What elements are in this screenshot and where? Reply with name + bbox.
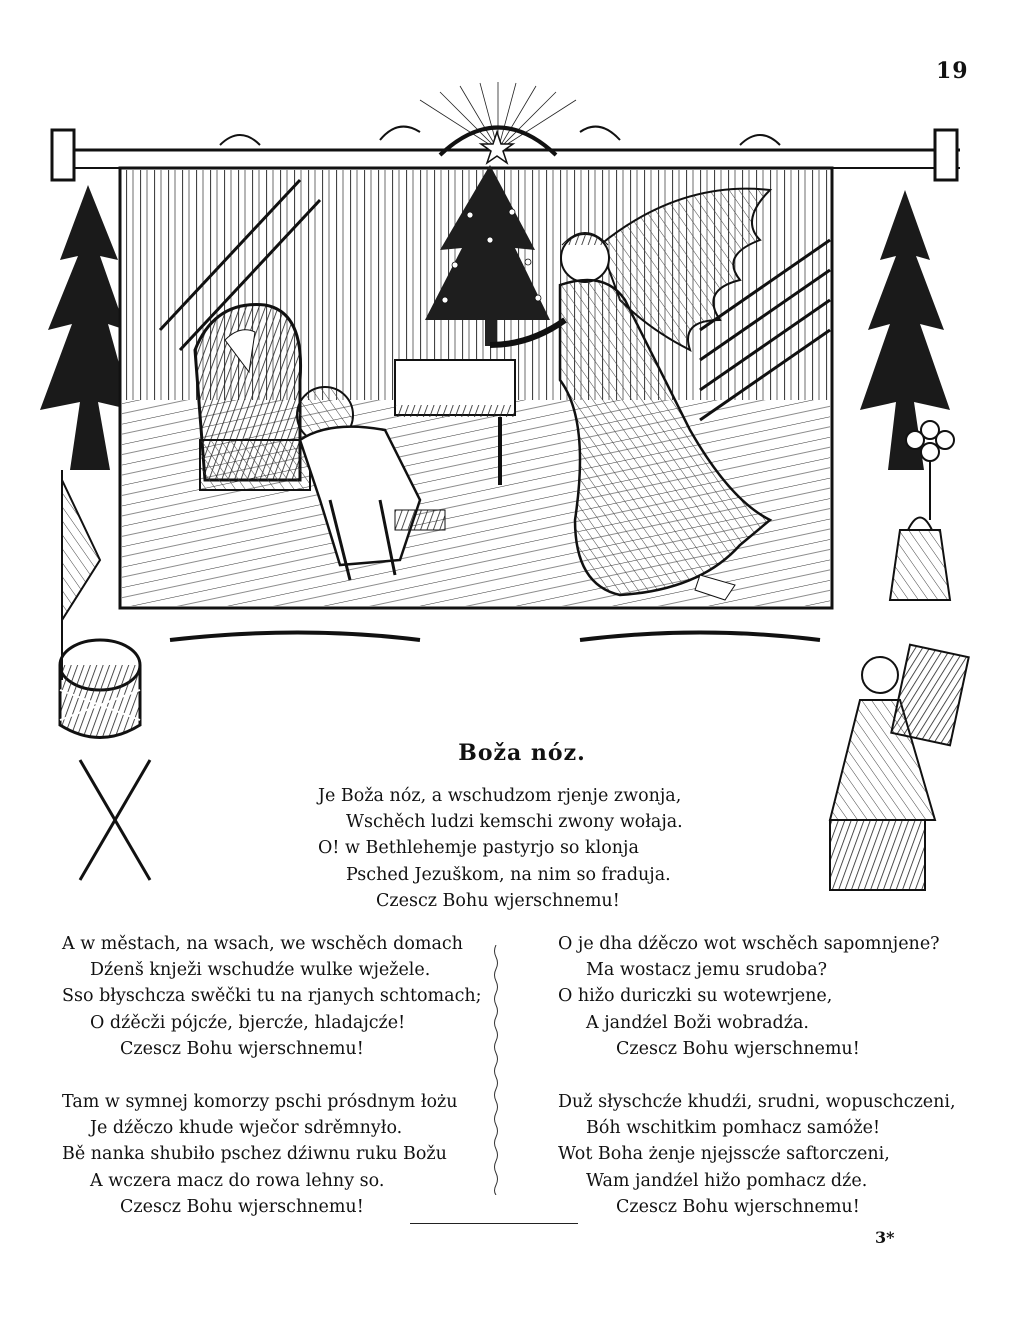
poem-title: Boža nóz. (458, 740, 586, 766)
verse-line: Psched Jezuškom, na nim so fraduja. (346, 864, 671, 885)
verse-line: Bě nanka shubiło pschez dźiwnu ruku Božu (62, 1144, 447, 1165)
verse-refrain: Czescz Bohu wjerschnemu! (616, 1196, 860, 1217)
poem-intro-stanza (318, 783, 683, 914)
bag-icon (890, 518, 950, 601)
poem-stanza-right-2 (558, 1089, 956, 1220)
printer-signature-mark: 3* (875, 1228, 895, 1247)
verse-line: O hižo duriczki su wotewrjene, (558, 986, 833, 1007)
verse-line: Wschěch ludzi kemschi zwony wołaja. (346, 812, 683, 833)
verse-line: O! w Bethlehemje pastyrjo so klonja (318, 838, 639, 859)
verse-line: Wot Boha żenje njejsscźe saftorczeni, (558, 1144, 890, 1165)
crossed-sticks (80, 760, 150, 880)
poem-stanza-left-2 (62, 1089, 458, 1220)
armchair (195, 305, 310, 490)
column-divider (493, 945, 499, 1195)
verse-line: Je dźěczo khude wječor sdrěmnyło. (90, 1118, 403, 1139)
bottom-branch (170, 633, 820, 641)
verse-refrain: Czescz Bohu wjerschnemu! (120, 1196, 364, 1217)
verse-line: Je Boža nóz, a wschudzom rjenje zwonja, (318, 786, 682, 806)
star-icon (481, 132, 513, 163)
verse-line: Bóh wschitkim pomhacz samóže! (586, 1118, 881, 1139)
verse-line: A wczera macz do rowa lehny so. (90, 1170, 385, 1191)
poem-stanza-left-1 (62, 931, 482, 1062)
poem-stanza-right-1 (558, 931, 940, 1062)
verse-line: Duž słyschcźe khudźi, srudni, wopuschczeni, (558, 1092, 956, 1112)
verse-refrain: Czescz Bohu wjerschnemu! (616, 1038, 860, 1059)
verse-line: Ma wostacz jemu srudoba? (586, 960, 828, 981)
verse-refrain: Czescz Bohu wjerschnemu! (376, 890, 620, 911)
bottom-rule (410, 1223, 578, 1224)
verse-line: Dźenš knježi wschudźe wulke wježele. (90, 960, 431, 981)
verse-line: A w městach, na wsach, we wschěch domach (62, 934, 463, 954)
verse-line: O je dha dźěczo wot wschěch sapomnjene? (558, 934, 940, 954)
verse-line: Tam w symnej komorzy pschi prósdnym łożu (62, 1092, 458, 1112)
verse-line: O dźěcži pójcźe, bjercźe, hladajcźe! (90, 1012, 406, 1033)
page-number: 19 (936, 58, 969, 84)
flower-icon (906, 421, 954, 520)
verse-line: Sso błyschcza swěčki tu na rjanych schtomach; (62, 986, 482, 1007)
verse-refrain: Czescz Bohu wjerschnemu! (120, 1038, 364, 1059)
verse-line: A jandźel Boži wobradźa. (586, 1012, 809, 1033)
book-icon (891, 645, 968, 746)
fir-tree-left (40, 185, 132, 470)
drum-icon (60, 640, 140, 738)
verse-line: Wam jandźel hižo pomhacz dźe. (586, 1170, 868, 1191)
